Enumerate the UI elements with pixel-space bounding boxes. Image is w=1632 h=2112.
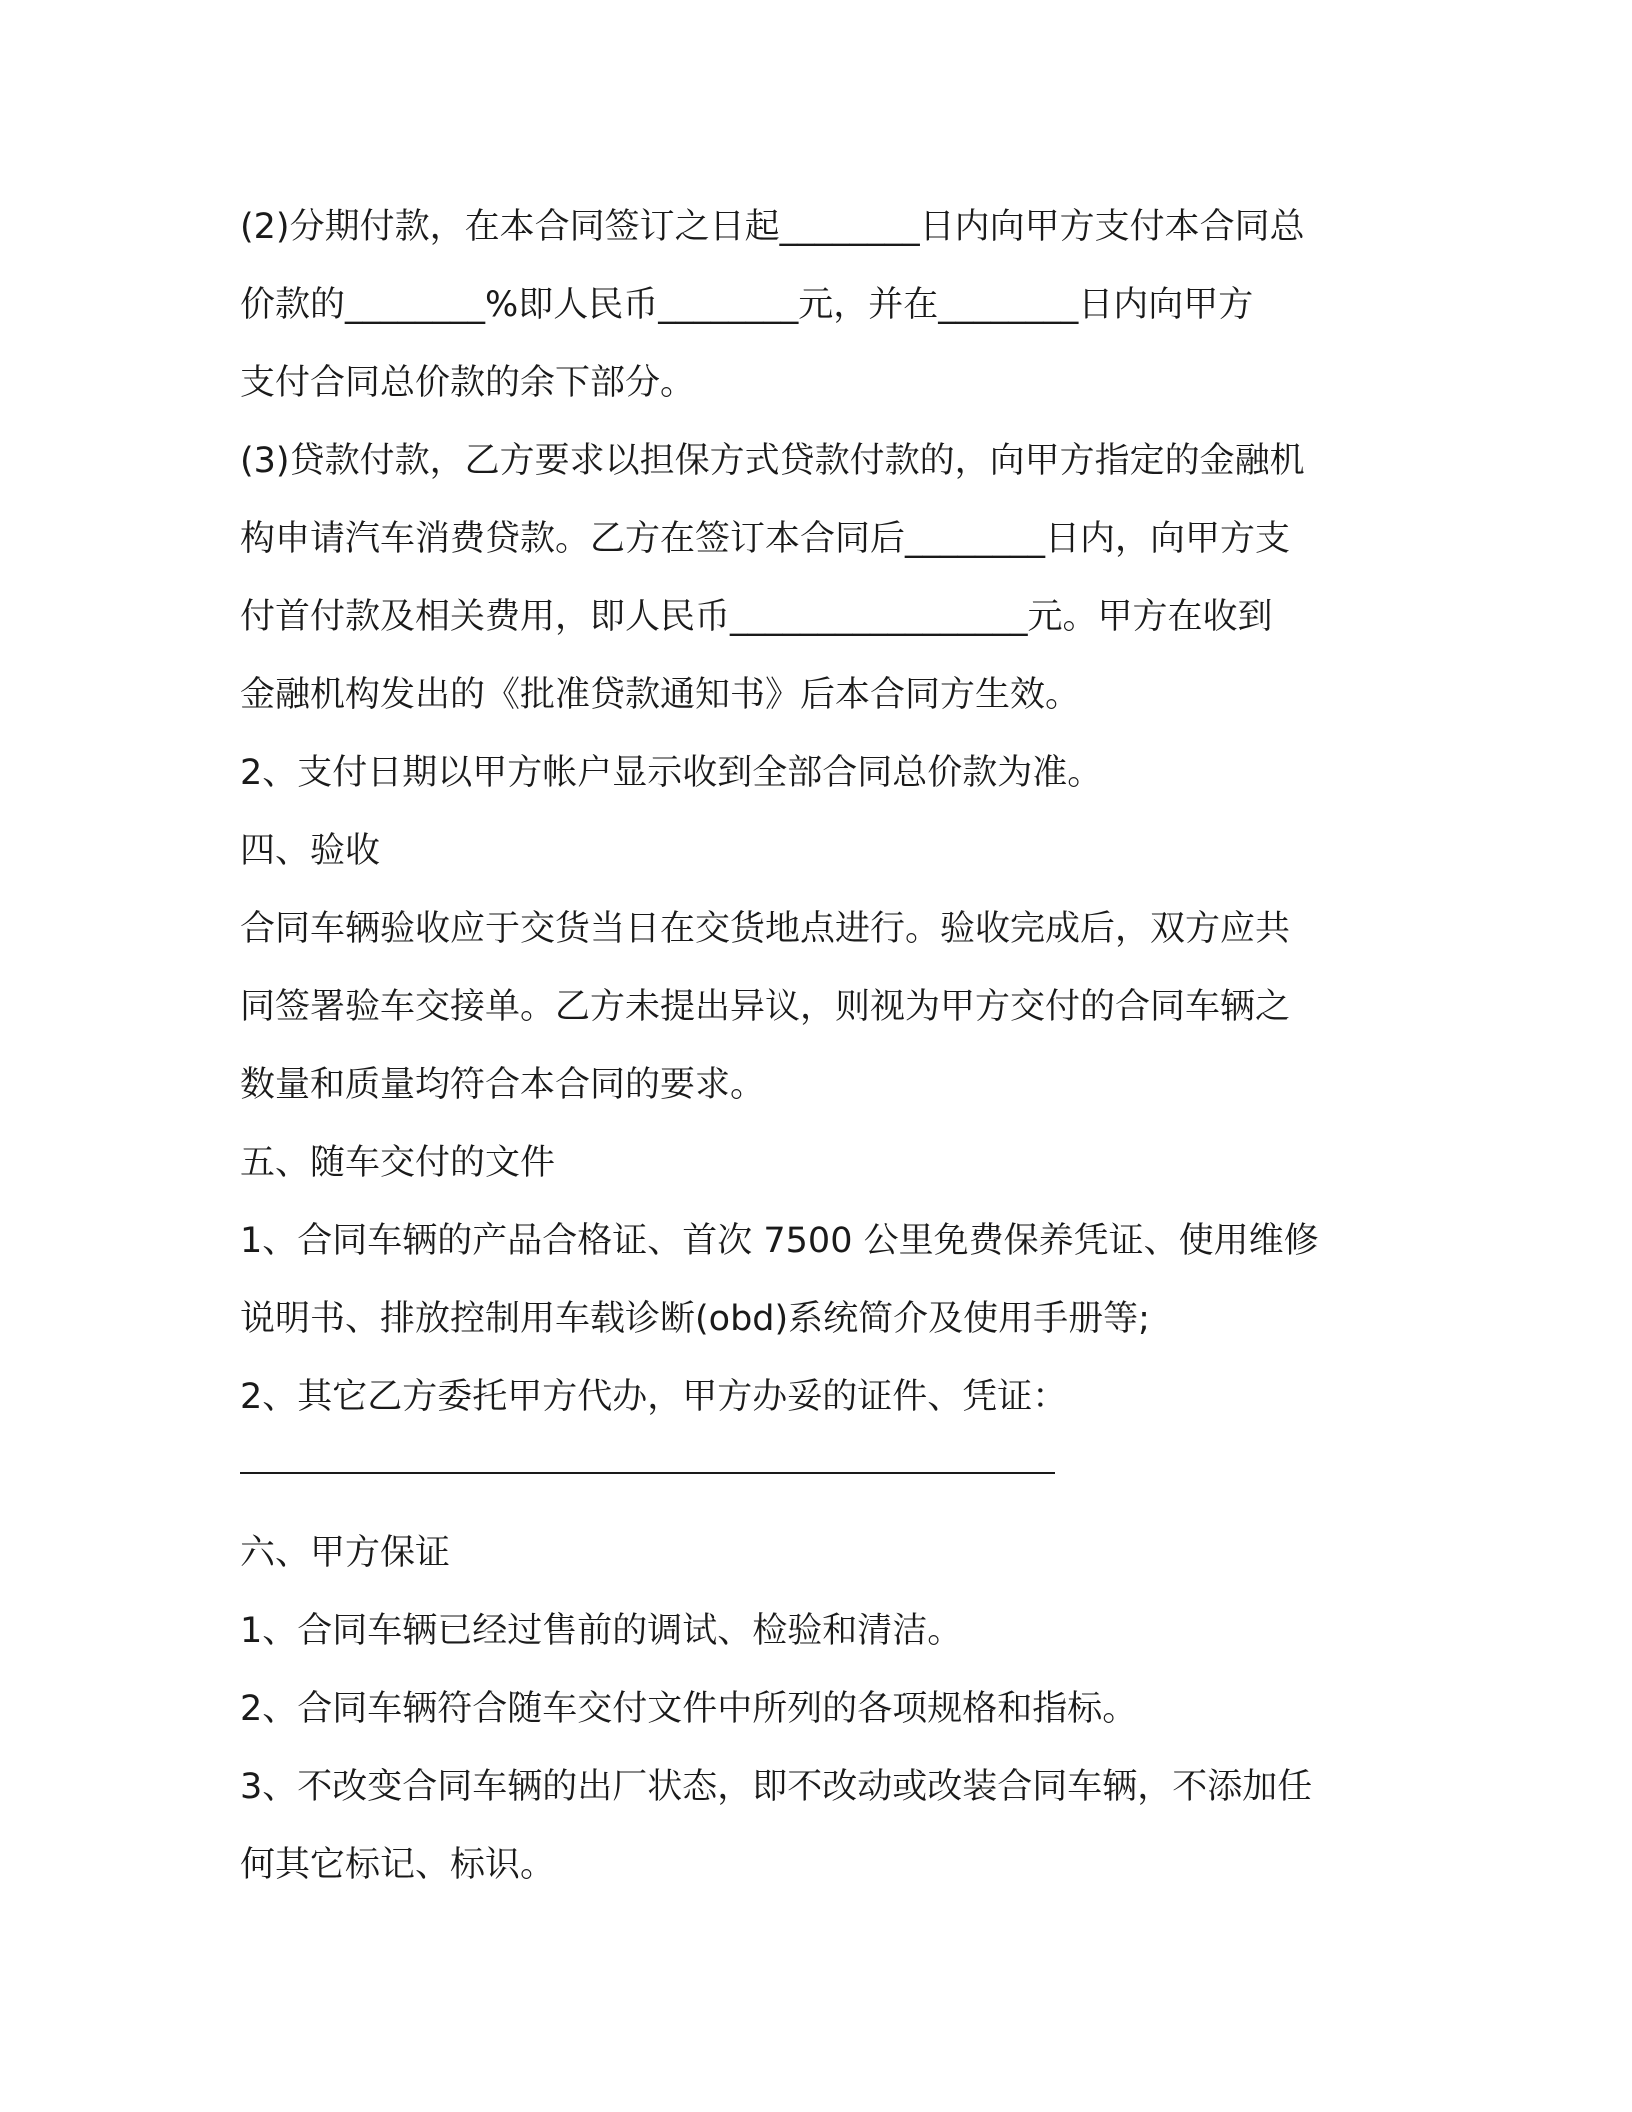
section-heading-documents: 五、随车交付的文件: [240, 1143, 556, 1183]
text-line: 何其它标记、标识。: [240, 1845, 556, 1885]
text-line: 构申请汽车消费贷款。乙方在签订本合同后________日内，向甲方支: [240, 519, 1291, 559]
section-heading-guarantee: 六、甲方保证: [240, 1533, 451, 1573]
text-line: 1、合同车辆已经过售前的调试、检验和清洁。: [240, 1611, 963, 1651]
text-line: 价款的________%即人民币________元，并在________日内向甲方: [240, 285, 1254, 325]
text-line: (3)贷款付款，乙方要求以担保方式贷款付款的，向甲方指定的金融机: [240, 441, 1305, 481]
text-line: 1、合同车辆的产品合格证、首次 7500 公里免费保养凭证、使用维修: [240, 1221, 1319, 1261]
text-line: 2、合同车辆符合随车交付文件中所列的各项规格和指标。: [240, 1689, 1138, 1729]
text-line: 2、支付日期以甲方帐户显示收到全部合同总价款为准。: [240, 753, 1103, 793]
fill-in-blank-line: [240, 1436, 1390, 1514]
text-line: 3、不改变合同车辆的出厂状态，即不改动或改装合同车辆，不添加任: [240, 1767, 1313, 1807]
section-heading-acceptance: 四、验收: [240, 831, 381, 871]
text-line: 2、其它乙方委托甲方代办，甲方办妥的证件、凭证：: [240, 1377, 1068, 1417]
text-line: 支付合同总价款的余下部分。: [240, 363, 696, 403]
fill-in-underline: [240, 1472, 1055, 1474]
text-line: 合同车辆验收应于交货当日在交货地点进行。验收完成后，双方应共: [240, 909, 1291, 949]
text-line: 同签署验车交接单。乙方未提出异议，则视为甲方交付的合同车辆之: [240, 987, 1291, 1027]
text-line: 付首付款及相关费用，即人民币_________________元。甲方在收到: [240, 597, 1273, 637]
text-line: (2)分期付款，在本合同签订之日起________日内向甲方支付本合同总: [240, 207, 1305, 247]
document-body: [240, 188, 1390, 1904]
text-line: 数量和质量均符合本合同的要求。: [240, 1065, 766, 1105]
text-line: 金融机构发出的《批准贷款通知书》后本合同方生效。: [240, 675, 1081, 715]
text-line: 说明书、排放控制用车载诊断(obd)系统简介及使用手册等;: [240, 1299, 1150, 1339]
